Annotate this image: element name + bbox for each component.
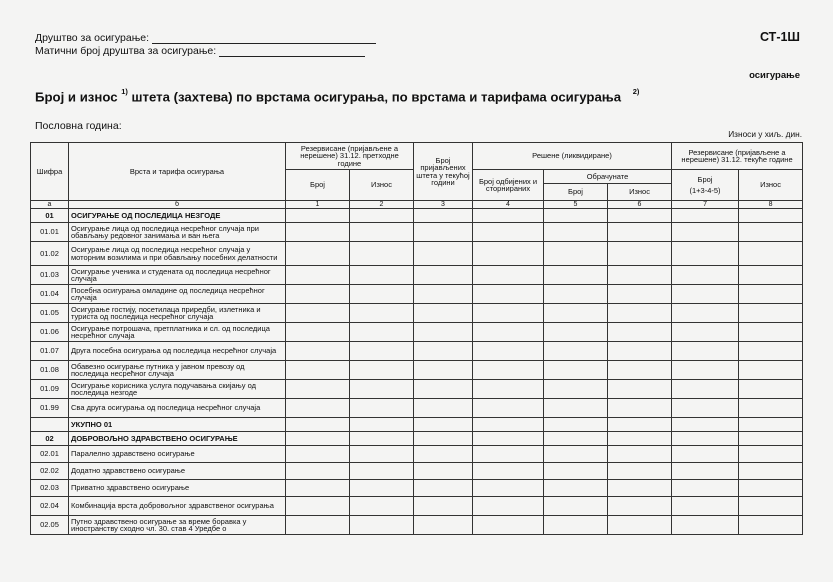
- value-cell[interactable]: [286, 497, 350, 516]
- header-prev-amount: Износ: [350, 170, 414, 201]
- value-cell[interactable]: [286, 516, 350, 535]
- units-note: Износи у хиљ. дин.: [728, 129, 802, 139]
- value-cell[interactable]: [414, 380, 473, 399]
- value-cell[interactable]: [473, 480, 544, 497]
- value-cell[interactable]: [608, 446, 672, 463]
- form-code: СТ-1Ш: [759, 30, 800, 44]
- table-row: [31, 266, 803, 285]
- value-cell[interactable]: [544, 304, 608, 323]
- value-cell[interactable]: [544, 323, 608, 342]
- value-cell[interactable]: [544, 209, 608, 223]
- value-cell[interactable]: [286, 432, 350, 446]
- value-cell[interactable]: [608, 304, 672, 323]
- value-cell[interactable]: [544, 418, 608, 432]
- value-cell[interactable]: [672, 480, 739, 497]
- row-type-name: Приватно здравствено осигурање: [69, 480, 286, 497]
- table-row: [31, 380, 803, 399]
- registration-field[interactable]: [219, 45, 365, 57]
- header-reported: Број пријављених штета у текућој години: [414, 143, 473, 201]
- row-type-name: Осигурање лица од последица несрећног случаја у моторним возилима и при обављању посебних делатности: [69, 242, 286, 266]
- header-code: Шифра: [31, 143, 69, 201]
- header-reserved-prev: Резервисане (пријављене а нерешене) 31.12. претходне године: [286, 143, 414, 170]
- row-type-name: Путно здравствено осигурање за време боравка у иностранству сходно чл. 30. став 4 Уредбе о: [69, 516, 286, 535]
- table-body: [31, 201, 803, 535]
- header-calc-amount: Износ: [629, 187, 650, 196]
- row-type-name: Додатно здравствено осигурање: [69, 463, 286, 480]
- value-cell[interactable]: [350, 516, 414, 535]
- value-cell[interactable]: [544, 432, 608, 446]
- row-code: 01.07: [31, 342, 69, 361]
- value-cell[interactable]: [739, 463, 803, 480]
- row-code: 02.01: [31, 446, 69, 463]
- value-cell[interactable]: [739, 223, 803, 242]
- table-row: [31, 432, 803, 446]
- value-cell[interactable]: [608, 418, 672, 432]
- row-code: 02.03: [31, 480, 69, 497]
- value-cell[interactable]: [473, 242, 544, 266]
- table-row: [31, 285, 803, 304]
- value-cell[interactable]: [739, 323, 803, 342]
- form-title: [35, 89, 639, 104]
- company-label: Друштво за осигурање:: [35, 32, 149, 44]
- header-curr-formula: (1+3-4-5): [689, 186, 721, 195]
- value-cell[interactable]: [286, 242, 350, 266]
- company-field[interactable]: [152, 32, 376, 44]
- row-code: 01.01: [31, 223, 69, 242]
- value-cell[interactable]: [414, 463, 473, 480]
- value-cell[interactable]: [739, 516, 803, 535]
- table-row: [31, 446, 803, 463]
- value-cell[interactable]: [473, 342, 544, 361]
- value-cell[interactable]: [544, 446, 608, 463]
- value-cell[interactable]: [608, 497, 672, 516]
- row-code: 01.09: [31, 380, 69, 399]
- value-cell[interactable]: [350, 285, 414, 304]
- row-code: 01.06: [31, 323, 69, 342]
- value-cell[interactable]: [473, 285, 544, 304]
- value-cell[interactable]: [286, 399, 350, 418]
- value-cell[interactable]: [473, 209, 544, 223]
- row-code: 02.05: [31, 516, 69, 535]
- table-row: [31, 342, 803, 361]
- value-cell[interactable]: [473, 418, 544, 432]
- row-type-name: ОСИГУРАЊЕ ОД ПОСЛЕДИЦА НЕЗГОДЕ: [69, 209, 286, 223]
- value-cell[interactable]: [544, 285, 608, 304]
- value-cell[interactable]: [672, 399, 739, 418]
- value-cell[interactable]: [544, 361, 608, 380]
- value-cell[interactable]: [672, 497, 739, 516]
- table-row: [31, 223, 803, 242]
- table-row: [31, 361, 803, 380]
- row-code: 02: [31, 432, 69, 446]
- claims-table: [30, 142, 803, 535]
- header-rejected: Број одбијених и сторнираних: [473, 170, 544, 201]
- value-cell[interactable]: [414, 266, 473, 285]
- value-cell[interactable]: [544, 266, 608, 285]
- value-cell[interactable]: [672, 446, 739, 463]
- title-part-1: Број и износ: [35, 89, 118, 105]
- value-cell[interactable]: [350, 209, 414, 223]
- column-index-cell: 4: [473, 201, 544, 209]
- row-code: [31, 418, 69, 432]
- value-cell[interactable]: [672, 223, 739, 242]
- value-cell[interactable]: [544, 497, 608, 516]
- value-cell[interactable]: [672, 242, 739, 266]
- row-code: 01.03: [31, 266, 69, 285]
- value-cell[interactable]: [608, 266, 672, 285]
- value-cell[interactable]: [414, 304, 473, 323]
- value-cell[interactable]: [672, 361, 739, 380]
- value-cell[interactable]: [608, 223, 672, 242]
- value-cell[interactable]: [608, 399, 672, 418]
- value-cell[interactable]: [608, 323, 672, 342]
- value-cell[interactable]: [739, 304, 803, 323]
- value-cell[interactable]: [350, 223, 414, 242]
- table-row: [31, 480, 803, 497]
- value-cell[interactable]: [286, 285, 350, 304]
- table-row: [31, 323, 803, 342]
- header-curr-amount: Износ: [739, 170, 803, 201]
- value-cell[interactable]: [350, 242, 414, 266]
- value-cell[interactable]: [672, 463, 739, 480]
- header-prev-count: Број: [286, 170, 350, 201]
- value-cell[interactable]: [739, 418, 803, 432]
- row-type-name: УКУПНО 01: [69, 418, 286, 432]
- value-cell[interactable]: [414, 516, 473, 535]
- table-row: [31, 242, 803, 266]
- row-code: 01.05: [31, 304, 69, 323]
- value-cell[interactable]: [739, 446, 803, 463]
- value-cell[interactable]: [608, 380, 672, 399]
- value-cell[interactable]: [286, 323, 350, 342]
- row-type-name: Комбинација врста добровољног здравственог осигурања: [69, 497, 286, 516]
- value-cell[interactable]: [739, 480, 803, 497]
- value-cell[interactable]: [473, 266, 544, 285]
- row-type-name: Осигурање ученика и студената од последица несрећног случаја: [69, 266, 286, 285]
- value-cell[interactable]: [473, 223, 544, 242]
- value-cell[interactable]: [350, 418, 414, 432]
- header-curr-count: Број: [697, 174, 713, 184]
- table-row: [31, 209, 803, 223]
- registration-line: [35, 45, 365, 57]
- value-cell[interactable]: [286, 380, 350, 399]
- value-cell[interactable]: [414, 418, 473, 432]
- value-cell[interactable]: [672, 418, 739, 432]
- value-cell[interactable]: [473, 432, 544, 446]
- value-cell[interactable]: [350, 463, 414, 480]
- value-cell[interactable]: [739, 399, 803, 418]
- row-type-name: Друга посебна осигурања од последица несрећног случаја: [69, 342, 286, 361]
- column-index-cell: 3: [414, 201, 473, 209]
- header-resolved: Решене (ликвидиране): [473, 143, 672, 170]
- value-cell[interactable]: [286, 446, 350, 463]
- value-cell[interactable]: [414, 446, 473, 463]
- value-cell[interactable]: [672, 209, 739, 223]
- column-index-row: [31, 201, 803, 209]
- row-type-name: Сва друга осигурања од последица несрећног случаја: [69, 399, 286, 418]
- value-cell[interactable]: [350, 361, 414, 380]
- registration-label: Матични број друштва за осигурање:: [35, 45, 217, 57]
- value-cell[interactable]: [286, 266, 350, 285]
- title-footnote-2: 2): [632, 87, 640, 96]
- column-index-cell: 8: [739, 201, 803, 209]
- row-code: 01.02: [31, 242, 69, 266]
- value-cell[interactable]: [672, 516, 739, 535]
- value-cell[interactable]: [350, 399, 414, 418]
- table-row: [31, 399, 803, 418]
- value-cell[interactable]: [672, 380, 739, 399]
- value-cell[interactable]: [544, 223, 608, 242]
- value-cell[interactable]: [414, 361, 473, 380]
- row-type-name: Осигурање лица од последица несрећног случаја при обављању редовног занимања и ван њега: [69, 223, 286, 242]
- company-line: [35, 32, 376, 44]
- table-row: [31, 497, 803, 516]
- column-index-cell: 6: [608, 201, 672, 209]
- value-cell[interactable]: [608, 463, 672, 480]
- value-cell[interactable]: [739, 242, 803, 266]
- value-cell[interactable]: [672, 285, 739, 304]
- header-reserved-curr: Резервисане (пријављене а нерешене) 31.12. текуће године: [672, 143, 803, 170]
- value-cell[interactable]: [350, 266, 414, 285]
- value-cell[interactable]: [414, 285, 473, 304]
- value-cell[interactable]: [473, 323, 544, 342]
- value-cell[interactable]: [414, 223, 473, 242]
- column-index-cell: а: [31, 201, 69, 209]
- value-cell[interactable]: [739, 497, 803, 516]
- value-cell[interactable]: [286, 223, 350, 242]
- value-cell[interactable]: [473, 304, 544, 323]
- value-cell[interactable]: [286, 361, 350, 380]
- value-cell[interactable]: [544, 480, 608, 497]
- value-cell[interactable]: [473, 361, 544, 380]
- column-index-cell: 2: [350, 201, 414, 209]
- value-cell[interactable]: [672, 266, 739, 285]
- value-cell[interactable]: [608, 516, 672, 535]
- value-cell[interactable]: [739, 285, 803, 304]
- value-cell[interactable]: [350, 304, 414, 323]
- value-cell[interactable]: [350, 446, 414, 463]
- value-cell[interactable]: [350, 380, 414, 399]
- row-type-name: Осигурање корисника услуга подучавања скијању од последица незгоде: [69, 380, 286, 399]
- value-cell[interactable]: [350, 342, 414, 361]
- value-cell[interactable]: [672, 304, 739, 323]
- value-cell[interactable]: [473, 399, 544, 418]
- value-cell[interactable]: [286, 418, 350, 432]
- value-cell[interactable]: [414, 432, 473, 446]
- value-cell[interactable]: [286, 480, 350, 497]
- row-code: 02.02: [31, 463, 69, 480]
- value-cell[interactable]: [672, 342, 739, 361]
- value-cell[interactable]: [544, 516, 608, 535]
- value-cell[interactable]: [350, 432, 414, 446]
- value-cell[interactable]: [672, 323, 739, 342]
- value-cell[interactable]: [739, 432, 803, 446]
- row-code: 01.04: [31, 285, 69, 304]
- value-cell[interactable]: [739, 342, 803, 361]
- table-row: [31, 516, 803, 535]
- insurance-subtype: осигурање: [749, 70, 800, 81]
- value-cell[interactable]: [414, 242, 473, 266]
- value-cell[interactable]: [286, 342, 350, 361]
- value-cell[interactable]: [286, 209, 350, 223]
- value-cell[interactable]: [544, 242, 608, 266]
- value-cell[interactable]: [739, 266, 803, 285]
- title-part-2: штета (захтева) по врстама осигурања, по врстама и тарифама осигурања: [131, 89, 622, 105]
- row-type-name: Осигурање потрошача, претплатника и сл. од последица несрећног случаја: [69, 323, 286, 342]
- value-cell[interactable]: [672, 432, 739, 446]
- value-cell[interactable]: [414, 497, 473, 516]
- value-cell[interactable]: [608, 285, 672, 304]
- header-type: Врста и тарифа осигурања: [69, 143, 286, 201]
- value-cell[interactable]: [414, 323, 473, 342]
- row-code: 01: [31, 209, 69, 223]
- value-cell[interactable]: [473, 497, 544, 516]
- row-code: 02.04: [31, 497, 69, 516]
- row-type-name: Обавезно осигурање путника у јавном превозу од последица несрећног случаја: [69, 361, 286, 380]
- row-code: 01.99: [31, 399, 69, 418]
- header-calculated: Обрачунате: [544, 170, 671, 184]
- value-cell[interactable]: [350, 323, 414, 342]
- value-cell[interactable]: [544, 342, 608, 361]
- value-cell[interactable]: [286, 463, 350, 480]
- value-cell[interactable]: [473, 463, 544, 480]
- value-cell[interactable]: [414, 399, 473, 418]
- value-cell[interactable]: [544, 399, 608, 418]
- column-index-cell: 7: [672, 201, 739, 209]
- column-index-cell: 5: [544, 201, 608, 209]
- column-index-cell: 1: [286, 201, 350, 209]
- header-curr-count-cell: [672, 170, 739, 201]
- table-row: [31, 418, 803, 432]
- row-type-name: Паралелно здравствено осигурање: [69, 446, 286, 463]
- value-cell[interactable]: [414, 480, 473, 497]
- value-cell[interactable]: [608, 480, 672, 497]
- value-cell[interactable]: [608, 342, 672, 361]
- header-calculated-group: [544, 170, 672, 201]
- value-cell[interactable]: [473, 446, 544, 463]
- column-index-cell: б: [69, 201, 286, 209]
- row-type-name: ДОБРОВОЉНО ЗДРАВСТВЕНО ОСИГУРАЊЕ: [69, 432, 286, 446]
- value-cell[interactable]: [544, 463, 608, 480]
- value-cell[interactable]: [739, 209, 803, 223]
- row-type-name: Осигурање гостију, посетилаца приредби, излетника и туриста од последица несрећног случаја: [69, 304, 286, 323]
- value-cell[interactable]: [350, 480, 414, 497]
- value-cell[interactable]: [608, 242, 672, 266]
- table-row: [31, 463, 803, 480]
- header-calc-count: Број: [544, 184, 608, 200]
- value-cell[interactable]: [414, 342, 473, 361]
- value-cell[interactable]: [350, 497, 414, 516]
- value-cell[interactable]: [414, 209, 473, 223]
- value-cell[interactable]: [286, 304, 350, 323]
- value-cell[interactable]: [608, 361, 672, 380]
- title-footnote-1: 1): [121, 87, 128, 96]
- value-cell[interactable]: [473, 380, 544, 399]
- value-cell[interactable]: [739, 361, 803, 380]
- value-cell[interactable]: [544, 380, 608, 399]
- business-year-label: Пословна година:: [35, 120, 122, 132]
- value-cell[interactable]: [608, 432, 672, 446]
- value-cell[interactable]: [739, 380, 803, 399]
- value-cell[interactable]: [473, 516, 544, 535]
- row-type-name: Посебна осигурања омладине од последица несрећног случаја: [69, 285, 286, 304]
- value-cell[interactable]: [608, 209, 672, 223]
- table-row: [31, 304, 803, 323]
- row-code: 01.08: [31, 361, 69, 380]
